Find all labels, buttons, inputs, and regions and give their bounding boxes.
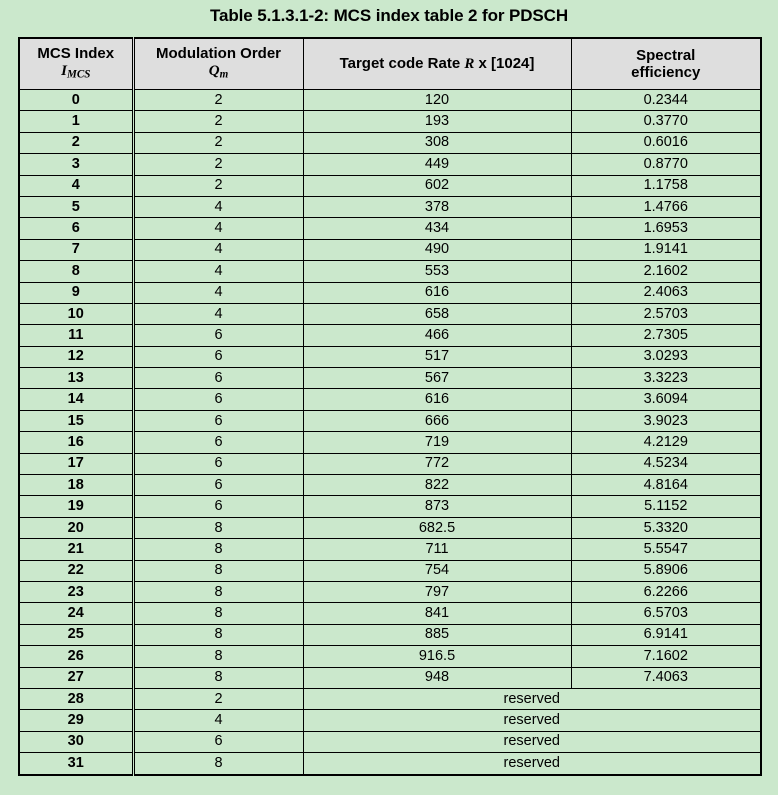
cell-spectral-efficiency: 7.4063 bbox=[571, 667, 761, 688]
cell-spectral-efficiency: 4.2129 bbox=[571, 432, 761, 453]
cell-spectral-efficiency: 3.6094 bbox=[571, 389, 761, 410]
column-header-modulation-order-label: Modulation Order bbox=[156, 44, 281, 62]
cell-mcs-index: 11 bbox=[19, 325, 133, 346]
cell-target-code-rate: 666 bbox=[303, 410, 571, 431]
cell-mcs-index: 15 bbox=[19, 410, 133, 431]
table-row bbox=[19, 646, 761, 667]
column-header-mcs-index-label: MCS Index bbox=[37, 44, 115, 62]
column-header-mcs-index bbox=[19, 38, 133, 90]
cell-spectral-efficiency: 0.3770 bbox=[571, 111, 761, 132]
cell-modulation-order: 6 bbox=[133, 475, 303, 496]
table-row bbox=[19, 410, 761, 431]
table-row bbox=[19, 710, 761, 731]
cell-mcs-index: 31 bbox=[19, 753, 133, 775]
cell-spectral-efficiency: 2.1602 bbox=[571, 261, 761, 282]
symbol-r: R bbox=[464, 56, 475, 72]
cell-target-code-rate: 754 bbox=[303, 560, 571, 581]
cell-mcs-index: 12 bbox=[19, 346, 133, 367]
table-row bbox=[19, 325, 761, 346]
cell-mcs-index: 26 bbox=[19, 646, 133, 667]
cell-mcs-index: 20 bbox=[19, 517, 133, 538]
cell-spectral-efficiency: 5.8906 bbox=[571, 560, 761, 581]
cell-spectral-efficiency: 3.0293 bbox=[571, 346, 761, 367]
table-row bbox=[19, 731, 761, 752]
cell-mcs-index: 19 bbox=[19, 496, 133, 517]
cell-spectral-efficiency: 1.4766 bbox=[571, 196, 761, 217]
cell-target-code-rate: 948 bbox=[303, 667, 571, 688]
table-row bbox=[19, 753, 761, 775]
symbol-i-subscript: MCS bbox=[66, 68, 91, 81]
cell-mcs-index: 1 bbox=[19, 111, 133, 132]
table-row bbox=[19, 667, 761, 688]
column-header-spectral-efficiency bbox=[571, 38, 761, 90]
table-row bbox=[19, 175, 761, 196]
column-header-modulation-order-symbol bbox=[139, 62, 299, 83]
cell-modulation-order: 4 bbox=[133, 239, 303, 260]
cell-target-code-rate: 466 bbox=[303, 325, 571, 346]
cell-modulation-order: 6 bbox=[133, 432, 303, 453]
cell-modulation-order: 8 bbox=[133, 581, 303, 602]
cell-target-code-rate: 719 bbox=[303, 432, 571, 453]
cell-modulation-order: 8 bbox=[133, 603, 303, 624]
cell-spectral-efficiency: 1.1758 bbox=[571, 175, 761, 196]
cell-modulation-order: 4 bbox=[133, 218, 303, 239]
cell-target-code-rate: 797 bbox=[303, 581, 571, 602]
cell-target-code-rate: 602 bbox=[303, 175, 571, 196]
cell-spectral-efficiency: 1.6953 bbox=[571, 218, 761, 239]
column-header-spectral-efficiency-line1: Spectral bbox=[636, 47, 696, 64]
cell-mcs-index: 23 bbox=[19, 581, 133, 602]
table-row bbox=[19, 453, 761, 474]
cell-modulation-order: 4 bbox=[133, 282, 303, 303]
cell-mcs-index: 24 bbox=[19, 603, 133, 624]
cell-modulation-order: 8 bbox=[133, 539, 303, 560]
cell-spectral-efficiency: 0.2344 bbox=[571, 90, 761, 111]
cell-mcs-index: 21 bbox=[19, 539, 133, 560]
cell-target-code-rate: 658 bbox=[303, 303, 571, 324]
cell-mcs-index: 18 bbox=[19, 475, 133, 496]
cell-modulation-order: 2 bbox=[133, 688, 303, 709]
cell-modulation-order: 4 bbox=[133, 303, 303, 324]
cell-target-code-rate: 553 bbox=[303, 261, 571, 282]
cell-target-code-rate: 434 bbox=[303, 218, 571, 239]
cell-target-code-rate: 616 bbox=[303, 282, 571, 303]
cell-modulation-order: 8 bbox=[133, 517, 303, 538]
cell-modulation-order: 6 bbox=[133, 368, 303, 389]
cell-modulation-order: 2 bbox=[133, 175, 303, 196]
cell-target-code-rate: 449 bbox=[303, 154, 571, 175]
cell-spectral-efficiency: 1.9141 bbox=[571, 239, 761, 260]
cell-modulation-order: 2 bbox=[133, 132, 303, 153]
column-header-modulation-order bbox=[133, 38, 303, 90]
cell-target-code-rate: 378 bbox=[303, 196, 571, 217]
cell-reserved: reserved bbox=[303, 688, 761, 709]
column-header-target-code-rate bbox=[303, 38, 571, 90]
cell-mcs-index: 17 bbox=[19, 453, 133, 474]
cell-reserved: reserved bbox=[303, 731, 761, 752]
cell-mcs-index: 10 bbox=[19, 303, 133, 324]
cell-mcs-index: 3 bbox=[19, 154, 133, 175]
cell-target-code-rate: 120 bbox=[303, 90, 571, 111]
table-row bbox=[19, 475, 761, 496]
table-row bbox=[19, 132, 761, 153]
cell-mcs-index: 27 bbox=[19, 667, 133, 688]
cell-modulation-order: 8 bbox=[133, 753, 303, 775]
table-row bbox=[19, 111, 761, 132]
cell-spectral-efficiency: 6.2266 bbox=[571, 581, 761, 602]
cell-mcs-index: 14 bbox=[19, 389, 133, 410]
cell-mcs-index: 0 bbox=[19, 90, 133, 111]
cell-mcs-index: 16 bbox=[19, 432, 133, 453]
table-row bbox=[19, 539, 761, 560]
table-row bbox=[19, 603, 761, 624]
cell-target-code-rate: 916.5 bbox=[303, 646, 571, 667]
table-row bbox=[19, 90, 761, 111]
cell-spectral-efficiency: 4.5234 bbox=[571, 453, 761, 474]
table-body bbox=[19, 90, 761, 775]
cell-target-code-rate: 711 bbox=[303, 539, 571, 560]
table-row bbox=[19, 239, 761, 260]
column-header-target-code-rate-pre: Target code Rate bbox=[339, 55, 465, 72]
table-row bbox=[19, 560, 761, 581]
cell-spectral-efficiency: 0.8770 bbox=[571, 154, 761, 175]
column-header-mcs-index-symbol bbox=[24, 62, 128, 83]
cell-spectral-efficiency: 5.3320 bbox=[571, 517, 761, 538]
header-row bbox=[19, 38, 761, 90]
column-header-target-code-rate-post: x [1024] bbox=[474, 55, 535, 72]
cell-modulation-order: 6 bbox=[133, 325, 303, 346]
symbol-q-subscript: m bbox=[219, 68, 229, 81]
table-header bbox=[19, 38, 761, 90]
cell-mcs-index: 6 bbox=[19, 218, 133, 239]
cell-mcs-index: 4 bbox=[19, 175, 133, 196]
table-row bbox=[19, 496, 761, 517]
cell-target-code-rate: 567 bbox=[303, 368, 571, 389]
mcs-index-table bbox=[18, 37, 762, 776]
cell-modulation-order: 8 bbox=[133, 667, 303, 688]
cell-mcs-index: 29 bbox=[19, 710, 133, 731]
cell-target-code-rate: 616 bbox=[303, 389, 571, 410]
cell-target-code-rate: 682.5 bbox=[303, 517, 571, 538]
cell-mcs-index: 7 bbox=[19, 239, 133, 260]
cell-spectral-efficiency: 7.1602 bbox=[571, 646, 761, 667]
table-row bbox=[19, 368, 761, 389]
cell-modulation-order: 6 bbox=[133, 453, 303, 474]
cell-target-code-rate: 885 bbox=[303, 624, 571, 645]
cell-modulation-order: 8 bbox=[133, 624, 303, 645]
cell-target-code-rate: 772 bbox=[303, 453, 571, 474]
cell-modulation-order: 4 bbox=[133, 710, 303, 731]
cell-mcs-index: 5 bbox=[19, 196, 133, 217]
table-container bbox=[18, 37, 760, 776]
table-row bbox=[19, 196, 761, 217]
cell-modulation-order: 6 bbox=[133, 496, 303, 517]
cell-spectral-efficiency: 6.5703 bbox=[571, 603, 761, 624]
cell-reserved: reserved bbox=[303, 710, 761, 731]
table-row bbox=[19, 688, 761, 709]
cell-modulation-order: 2 bbox=[133, 154, 303, 175]
cell-target-code-rate: 308 bbox=[303, 132, 571, 153]
cell-modulation-order: 6 bbox=[133, 410, 303, 431]
cell-modulation-order: 8 bbox=[133, 646, 303, 667]
table-row bbox=[19, 303, 761, 324]
cell-modulation-order: 2 bbox=[133, 90, 303, 111]
table-row bbox=[19, 517, 761, 538]
cell-modulation-order: 4 bbox=[133, 196, 303, 217]
cell-mcs-index: 28 bbox=[19, 688, 133, 709]
cell-mcs-index: 9 bbox=[19, 282, 133, 303]
table-row bbox=[19, 346, 761, 367]
cell-target-code-rate: 873 bbox=[303, 496, 571, 517]
cell-target-code-rate: 841 bbox=[303, 603, 571, 624]
cell-mcs-index: 30 bbox=[19, 731, 133, 752]
table-row bbox=[19, 218, 761, 239]
table-row bbox=[19, 282, 761, 303]
cell-mcs-index: 8 bbox=[19, 261, 133, 282]
cell-mcs-index: 25 bbox=[19, 624, 133, 645]
cell-reserved: reserved bbox=[303, 753, 761, 775]
cell-spectral-efficiency: 3.9023 bbox=[571, 410, 761, 431]
cell-mcs-index: 22 bbox=[19, 560, 133, 581]
table-row bbox=[19, 389, 761, 410]
cell-spectral-efficiency: 0.6016 bbox=[571, 132, 761, 153]
cell-modulation-order: 6 bbox=[133, 346, 303, 367]
cell-spectral-efficiency: 6.9141 bbox=[571, 624, 761, 645]
cell-modulation-order: 6 bbox=[133, 389, 303, 410]
table-row bbox=[19, 624, 761, 645]
cell-spectral-efficiency: 2.5703 bbox=[571, 303, 761, 324]
table-row bbox=[19, 154, 761, 175]
cell-mcs-index: 2 bbox=[19, 132, 133, 153]
cell-spectral-efficiency: 2.7305 bbox=[571, 325, 761, 346]
cell-modulation-order: 2 bbox=[133, 111, 303, 132]
cell-spectral-efficiency: 3.3223 bbox=[571, 368, 761, 389]
cell-spectral-efficiency: 5.5547 bbox=[571, 539, 761, 560]
cell-modulation-order: 8 bbox=[133, 560, 303, 581]
cell-spectral-efficiency: 2.4063 bbox=[571, 282, 761, 303]
table-row bbox=[19, 261, 761, 282]
symbol-i: I bbox=[61, 62, 67, 79]
symbol-q: Q bbox=[208, 62, 220, 79]
cell-target-code-rate: 517 bbox=[303, 346, 571, 367]
cell-modulation-order: 4 bbox=[133, 261, 303, 282]
table-row bbox=[19, 581, 761, 602]
table-row bbox=[19, 432, 761, 453]
cell-target-code-rate: 193 bbox=[303, 111, 571, 132]
column-header-spectral-efficiency-line2: efficiency bbox=[631, 64, 701, 81]
cell-spectral-efficiency: 5.1152 bbox=[571, 496, 761, 517]
cell-spectral-efficiency: 4.8164 bbox=[571, 475, 761, 496]
cell-target-code-rate: 822 bbox=[303, 475, 571, 496]
table-caption: Table 5.1.3.1-2: MCS index table 2 for PDSCH bbox=[209, 6, 569, 25]
cell-modulation-order: 6 bbox=[133, 731, 303, 752]
cell-target-code-rate: 490 bbox=[303, 239, 571, 260]
cell-mcs-index: 13 bbox=[19, 368, 133, 389]
